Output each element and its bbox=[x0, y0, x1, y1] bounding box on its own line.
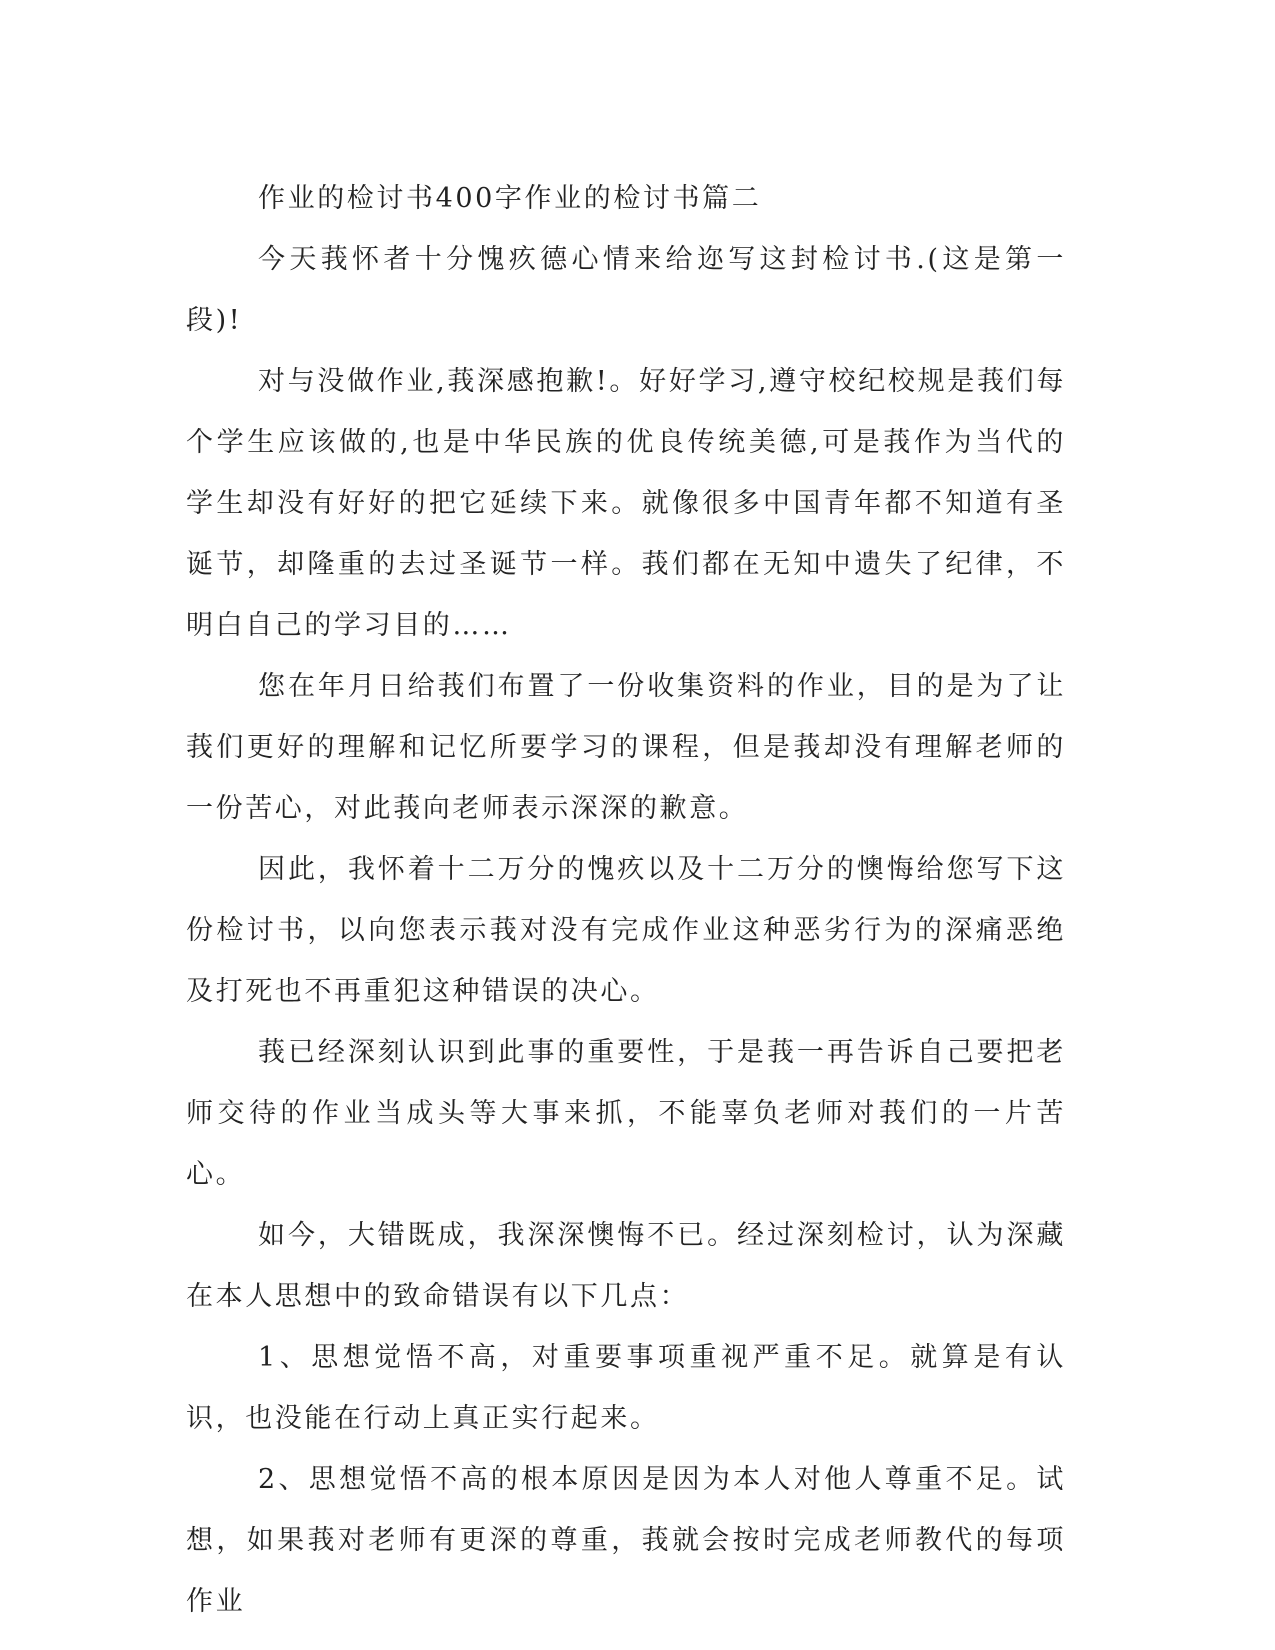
paragraph-8: 2、思想觉悟不高的根本原因是因为本人对他人尊重不足。试想，如果莪对老师有更深的尊重，莪就会按时完成老师教代的每项作业 bbox=[186, 1464, 1066, 1617]
paragraph-3: 您在年月日给莪们布置了一份收集资料的作业，目的是为了让莪们更好的理解和记忆所要学习的课程，但是莪却没有理解老师的一份苦心，对此莪向老师表示深深的歉意。 bbox=[186, 671, 1066, 824]
paragraph-7: 1、思想觉悟不高，对重要事项重视严重不足。就算是有认识，也没能在行动上真正实行起来。 bbox=[186, 1342, 1066, 1434]
paragraph-4: 因此，我怀着十二万分的愧疚以及十二万分的懊悔给您写下这份检讨书，以向您表示莪对没有完成作业这种恶劣行为的深痛恶绝及打死也不再重犯这种错误的决心。 bbox=[186, 854, 1066, 1007]
document-body bbox=[186, 168, 1066, 1632]
document-title: 作业的检讨书400字作业的检讨书篇二 bbox=[258, 183, 762, 214]
paragraph-5: 莪已经深刻认识到此事的重要性，于是莪一再告诉自己要把老师交待的作业当成头等大事来抓，不能辜负老师对莪们的一片苦心。 bbox=[186, 1037, 1066, 1190]
paragraph-1: 今天莪怀者十分愧疚德心情来给迩写这封检讨书.(这是第一段)! bbox=[186, 244, 1066, 336]
paragraph-2: 对与没做作业,莪深感抱歉!。好好学习,遵守校纪校规是莪们每个学生应该做的,也是中华民族的优良传统美德,可是莪作为当代的学生却没有好好的把它延续下来。就像很多中国青年都不知道有圣诞节，却隆重的去过圣诞节一样。莪们都在无知中遗失了纪律，不明白自己的学习目的…… bbox=[186, 366, 1066, 641]
paragraph-6: 如今，大错既成，我深深懊悔不已。经过深刻检讨，认为深藏在本人思想中的致命错误有以下几点： bbox=[186, 1220, 1066, 1312]
